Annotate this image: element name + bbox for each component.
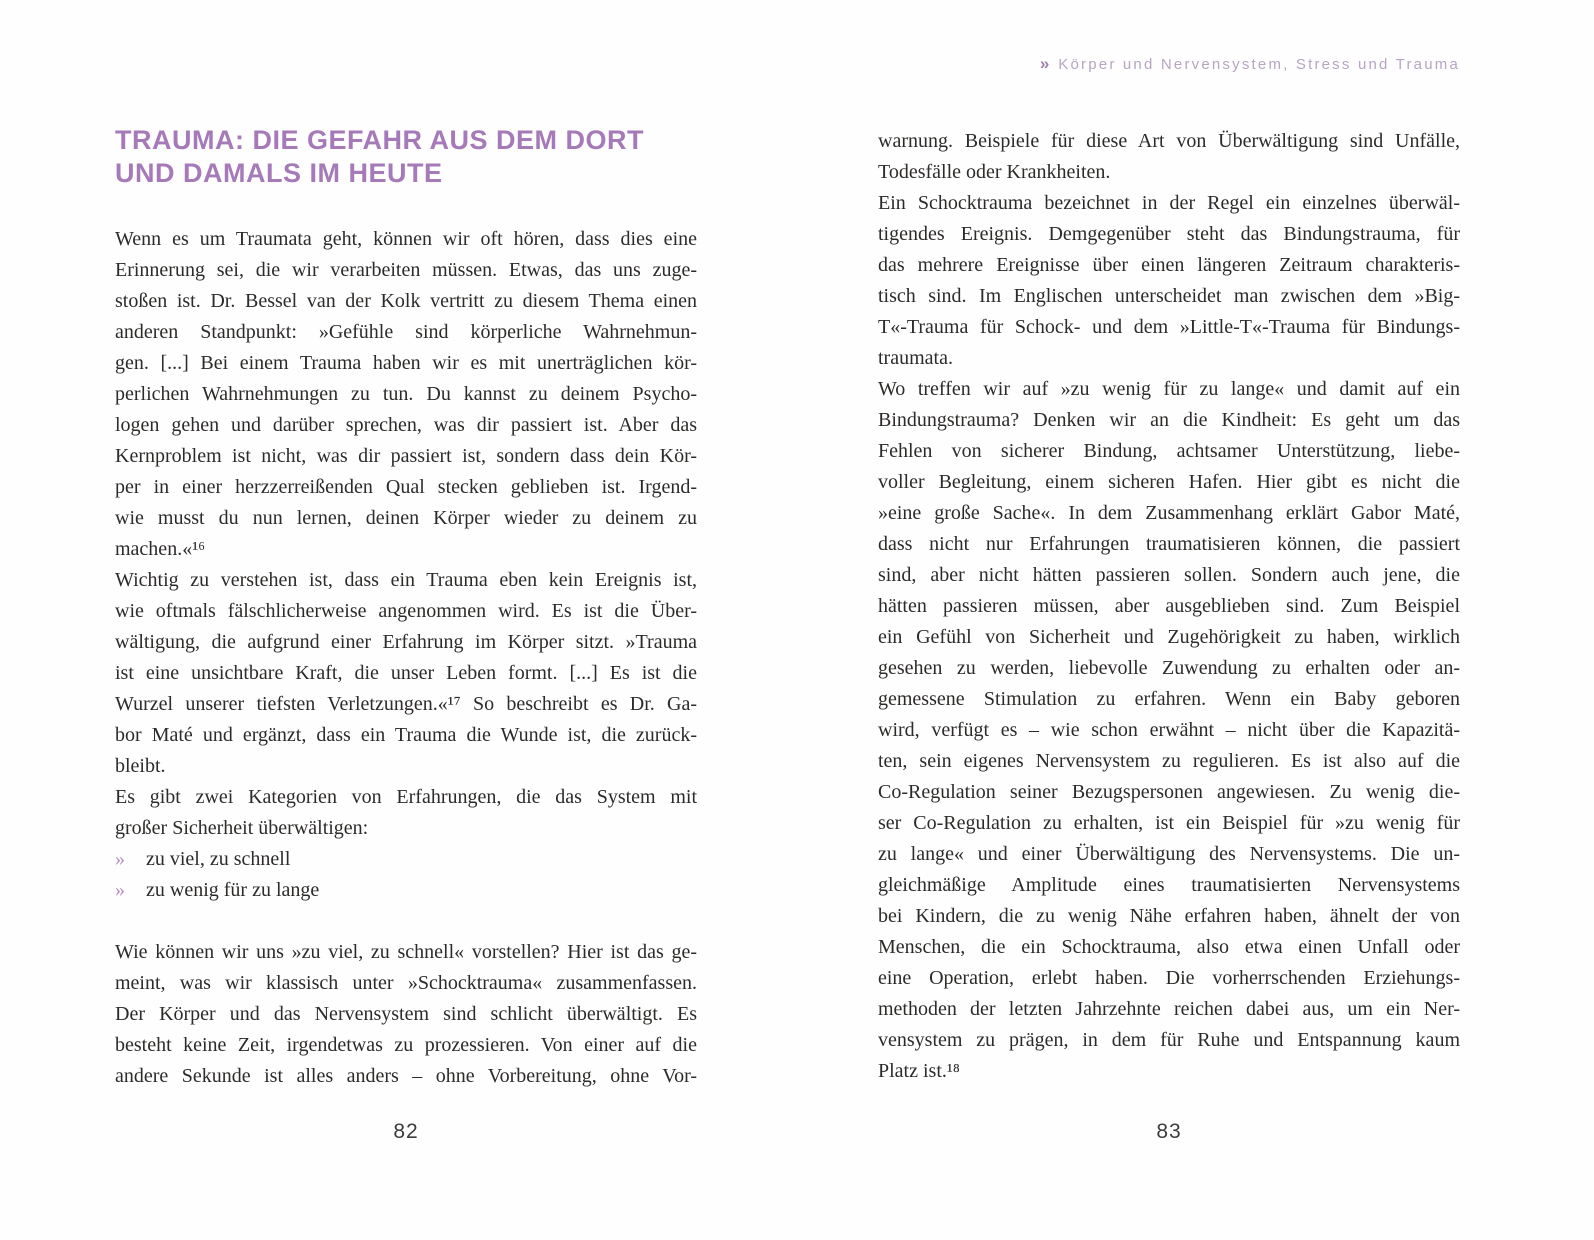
chapter-title-line-1: TRAUMA: DIE GEFAHR AUS DEM DORT	[115, 125, 644, 155]
left-page-body	[115, 224, 697, 1092]
chapter-title-line-2: UND DAMALS IM HEUTE	[115, 158, 443, 188]
text-line: Bindungstrauma? Denken wir an die Kindheit: Es geht um das	[878, 409, 1460, 431]
paragraph	[878, 126, 1460, 188]
text-line: gen. [...] Bei einem Trauma haben wir es mit unerträglichen kör-	[115, 352, 697, 374]
bullet-text: zu wenig für zu lange	[146, 879, 320, 901]
text-line: bei Kindern, die zu wenig Nähe erfahren haben, ähnelt der von	[878, 905, 1460, 927]
paragraph	[115, 782, 697, 844]
text-line: andere Sekunde ist alles anders – ohne Vorbereitung, ohne Vor-	[115, 1065, 697, 1087]
text-line: traumata.	[878, 347, 953, 369]
text-line: tisch sind. Im Englischen unterscheidet man zwischen dem »Big-	[878, 285, 1460, 307]
text-line: vensystem zu prägen, in dem für Ruhe und Entspannung kaum	[878, 1029, 1460, 1051]
text-line: Menschen, die ein Schocktrauma, also etwa einen Unfall oder	[878, 936, 1460, 958]
text-line: ein Gefühl von Sicherheit und Zugehörigkeit zu haben, wirklich	[878, 626, 1460, 648]
text-line: voller Begleitung, einem sicheren Hafen. Hier gibt es nicht die	[878, 471, 1460, 493]
text-line: bor Maté und ergänzt, dass ein Trauma die Wunde ist, die zurück-	[115, 724, 697, 746]
bullet-item	[115, 875, 697, 906]
running-header-text: Körper und Nervensystem, Stress und Trauma	[1058, 56, 1460, 73]
blank-line	[115, 906, 697, 937]
text-line: wie oftmals fälschlicherweise angenommen wird. Es ist die Über-	[115, 600, 697, 622]
text-line: zu lange« und einer Überwältigung des Nervensystems. Die un-	[878, 843, 1460, 865]
page-left	[115, 0, 697, 1240]
text-line: wältigung, die aufgrund einer Erfahrung im Körper sitzt. »Trauma	[115, 631, 697, 653]
text-line: eine Operation, erlebt haben. Die vorherrschenden Erziehungs-	[878, 967, 1460, 989]
guillemet-bullet-icon: »	[115, 848, 125, 870]
guillemet-bullet-icon: »	[115, 879, 125, 901]
paragraph	[115, 565, 697, 782]
paragraph	[115, 937, 697, 1092]
text-line: Todesfälle oder Krankheiten.	[878, 161, 1111, 183]
bullet-text: zu viel, zu schnell	[146, 848, 291, 870]
text-line: tigendes Ereignis. Demgegenüber steht das Bindungstrauma, für	[878, 223, 1460, 245]
text-line: T«-Trauma für Schock- und dem »Little-T«-Trauma für Bindungs-	[878, 316, 1460, 338]
bullet-item	[115, 844, 697, 875]
text-line: großer Sicherheit überwältigen:	[115, 817, 369, 839]
text-line: Ein Schocktrauma bezeichnet in der Regel ein einzelnes überwäl-	[878, 192, 1460, 214]
text-line: gemessene Stimulation zu erfahren. Wenn ein Baby geboren	[878, 688, 1460, 710]
text-line: gesehen zu werden, liebevolle Zuwendung zu erhalten oder an-	[878, 657, 1460, 679]
text-line: stoßen ist. Dr. Bessel van der Kolk vertritt zu diesem Thema einen	[115, 290, 697, 312]
paragraph	[115, 224, 697, 565]
guillemet-header-icon: »	[1039, 54, 1050, 73]
text-line: anderen Standpunkt: »Gefühle sind körperliche Wahrnehmun-	[115, 321, 697, 343]
text-line: Es gibt zwei Kategorien von Erfahrungen, die das System mit	[115, 786, 697, 808]
chapter-title	[115, 124, 697, 190]
text-line: methoden der letzten Jahrzehnte reichen dabei aus, um ein Ner-	[878, 998, 1460, 1020]
text-line: bleibt.	[115, 755, 166, 777]
text-line: hätten passieren müssen, aber ausgeblieben sind. Zum Beispiel	[878, 595, 1460, 617]
text-line: ser Co-Regulation zu erhalten, ist ein Beispiel für »zu wenig für	[878, 812, 1460, 834]
paragraph	[878, 374, 1460, 1087]
text-line: Co-Regulation seiner Bezugspersonen angewiesen. Zu wenig die-	[878, 781, 1460, 803]
text-line: Der Körper und das Nervensystem sind schlicht überwältigt. Es	[115, 1003, 697, 1025]
text-line: per in einer herzzerreißenden Qual stecken geblieben ist. Irgend-	[115, 476, 697, 498]
text-line: Fehlen von sicherer Bindung, achtsamer Unterstützung, liebe-	[878, 440, 1460, 462]
text-line: wird, verfügt es – wie schon erwähnt – nicht über die Kapazitä-	[878, 719, 1460, 741]
text-line: warnung. Beispiele für diese Art von Überwältigung sind Unfälle,	[878, 130, 1460, 152]
text-line: besteht keine Zeit, irgendetwas zu prozessieren. Von einer auf die	[115, 1034, 697, 1056]
paragraph	[878, 188, 1460, 374]
text-line: Kernproblem ist nicht, was dir passiert ist, sondern dass dein Kör-	[115, 445, 697, 467]
text-line: ten, sein eigenes Nervensystem zu regulieren. Es ist also auf die	[878, 750, 1460, 772]
text-line: Platz ist.¹⁸	[878, 1060, 960, 1082]
text-line: gleichmäßige Amplitude eines traumatisierten Nervensystems	[878, 874, 1460, 896]
text-line: logen gehen und darüber sprechen, was dir passiert ist. Aber das	[115, 414, 697, 436]
page-number-left: 82	[393, 1120, 419, 1143]
text-line: Wenn es um Traumata geht, können wir oft hören, dass dies eine	[115, 228, 697, 250]
text-line: das mehrere Ereignisse über einen längeren Zeitraum charakteris-	[878, 254, 1460, 276]
right-page-body	[878, 126, 1460, 1087]
text-line: perlichen Wahrnehmungen zu tun. Du kannst zu deinem Psycho-	[115, 383, 697, 405]
text-line: meint, was wir klassisch unter »Schocktrauma« zusammenfassen.	[115, 972, 697, 994]
text-line: sind, aber nicht hätten passieren sollen. Sondern auch jene, die	[878, 564, 1460, 586]
text-line: »eine große Sache«. In dem Zusammenhang erklärt Gabor Maté,	[878, 502, 1460, 524]
text-line: ist eine unsichtbare Kraft, die unser Leben formt. [...] Es ist die	[115, 662, 697, 684]
text-line: Wichtig zu verstehen ist, dass ein Trauma eben kein Ereignis ist,	[115, 569, 697, 591]
text-line: Wo treffen wir auf »zu wenig für zu lange« und damit auf ein	[878, 378, 1460, 400]
text-line: Wurzel unserer tiefsten Verletzungen.«¹⁷ So beschreibt es Dr. Ga-	[115, 693, 697, 715]
page-number-right: 83	[1156, 1120, 1182, 1143]
text-line: dass nicht nur Erfahrungen traumatisieren können, die passiert	[878, 533, 1460, 555]
page-right	[878, 0, 1460, 1240]
text-line: Erinnerung sei, die wir verarbeiten müssen. Etwas, das uns zuge-	[115, 259, 697, 281]
running-header	[878, 54, 1460, 74]
text-line: wie musst du nun lernen, deinen Körper wieder zu deinem zu	[115, 507, 697, 529]
text-line: Wie können wir uns »zu viel, zu schnell« vorstellen? Hier ist das ge-	[115, 941, 697, 963]
text-line: machen.«¹⁶	[115, 538, 206, 560]
